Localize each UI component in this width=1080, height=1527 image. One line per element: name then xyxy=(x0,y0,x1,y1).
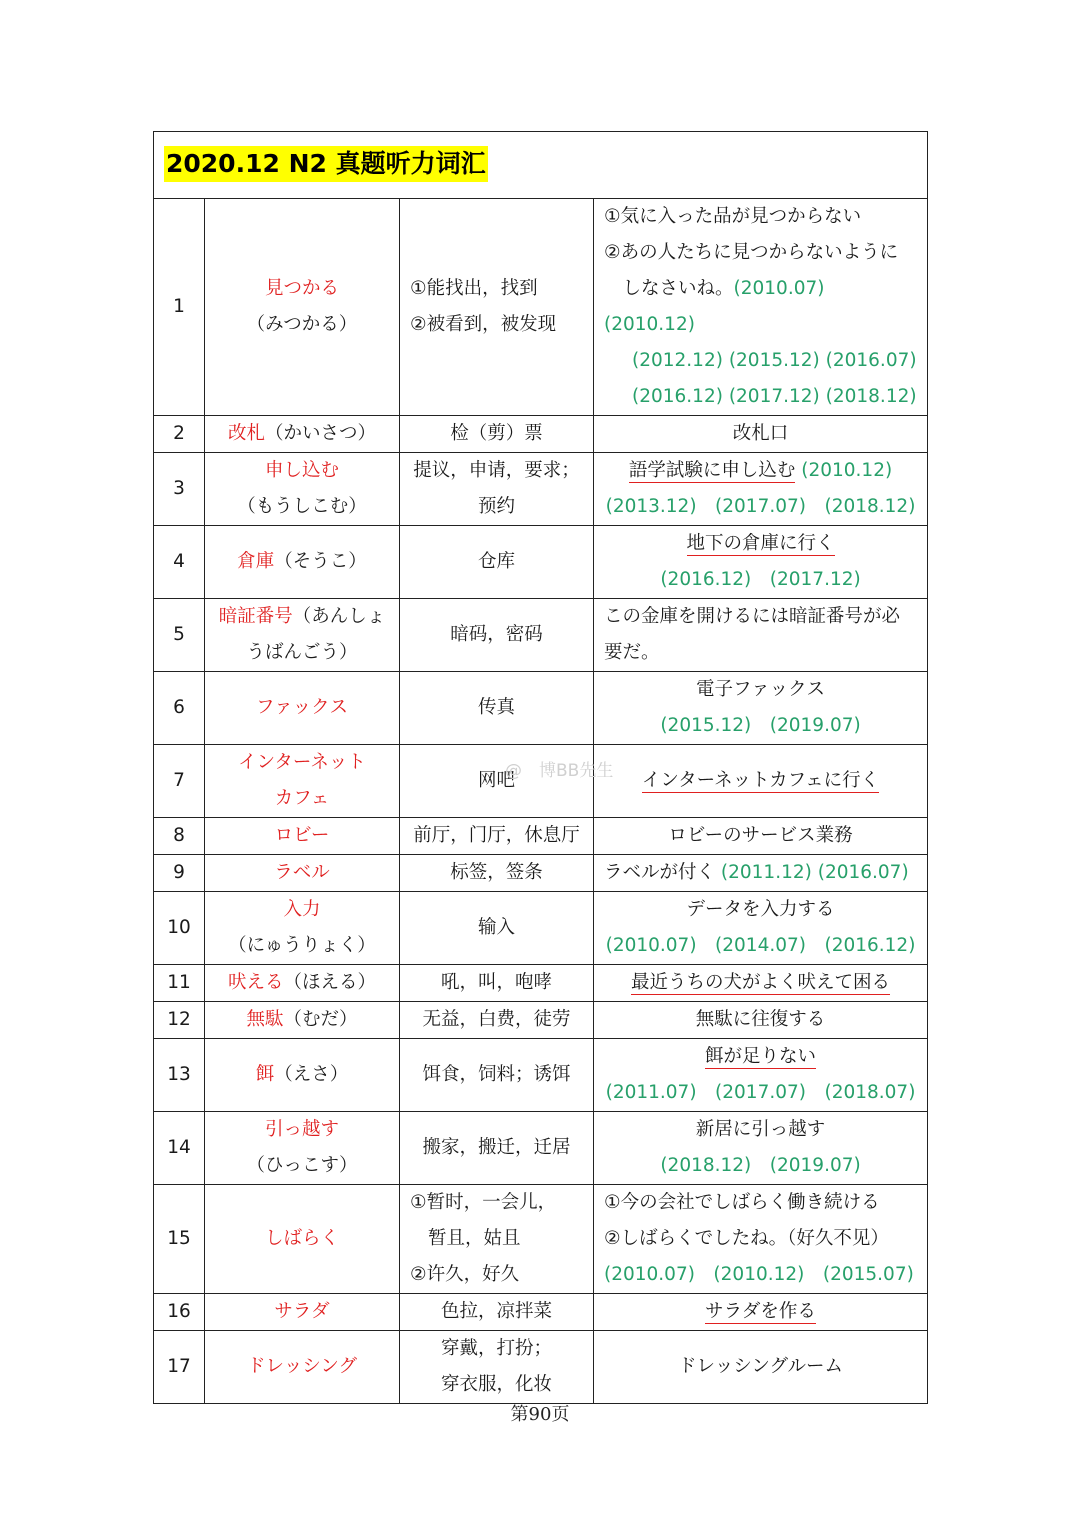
example-cell xyxy=(594,599,928,672)
table-row xyxy=(154,416,928,453)
exam-years: (2016.12) (2017.12) (2018.12) xyxy=(632,386,917,407)
meaning-cell xyxy=(400,199,594,416)
meaning-cell: 无益，白费，徒劳 xyxy=(400,1002,594,1039)
table-row xyxy=(154,818,928,855)
meaning-cell: 吼，叫，咆哮 xyxy=(400,965,594,1002)
exam-years: (2010.12) xyxy=(801,460,893,481)
row-number: 7 xyxy=(154,745,205,818)
word-kanji: 餌 xyxy=(255,1064,275,1085)
word-kanji: 引っ越す xyxy=(264,1119,339,1140)
table-row xyxy=(154,599,928,672)
example-line: 語学試験に申し込む xyxy=(628,460,796,481)
word-reading: （みつかる） xyxy=(246,314,358,335)
meaning-cell xyxy=(400,1185,594,1294)
table-row xyxy=(154,1185,928,1294)
row-number: 1 xyxy=(154,199,205,416)
vocab-word: サラダ xyxy=(205,1294,400,1331)
sheet-title: 2020.12 N2 真题听力词汇 xyxy=(164,146,488,182)
example-line: 地下の倉庫に行く xyxy=(686,533,835,554)
exam-years: (2010.07) (2010.12) (2015.07) xyxy=(604,1264,914,1285)
exam-years: (2018.12) (2019.07) xyxy=(660,1155,861,1176)
row-number: 14 xyxy=(154,1112,205,1185)
vocab-word xyxy=(205,416,400,453)
meaning-cell: 检（剪）票 xyxy=(400,416,594,453)
table-row xyxy=(154,526,928,599)
exam-years: (2010.07) (2014.07) (2016.12) xyxy=(605,935,916,956)
table-row xyxy=(154,855,928,892)
vocab-word xyxy=(205,892,400,965)
vocab-word xyxy=(205,1039,400,1112)
row-number: 13 xyxy=(154,1039,205,1112)
watermark: @ 博BB先生 xyxy=(505,761,614,781)
meaning-cell: 前厅，门厅，休息厅 xyxy=(400,818,594,855)
example-line: この金庫を開けるには暗証番号が必 xyxy=(604,606,901,627)
meaning-line: 预约 xyxy=(477,496,515,517)
example-line: ラベルが付く xyxy=(604,862,716,883)
table-row xyxy=(154,672,928,745)
table-row xyxy=(154,1039,928,1112)
exam-years: (2010.07) (2010.12) xyxy=(604,278,825,335)
vocab-word: しばらく xyxy=(205,1185,400,1294)
exam-years: (2015.12) (2019.07) xyxy=(660,715,861,736)
word-reading: （かいさつ） xyxy=(265,423,377,444)
vocab-word xyxy=(205,199,400,416)
meaning-cell: 传真 xyxy=(400,672,594,745)
row-number: 8 xyxy=(154,818,205,855)
meaning-cell: 网吧 xyxy=(400,745,594,818)
example-line: サラダを作る xyxy=(705,1301,816,1322)
row-number: 17 xyxy=(154,1331,205,1404)
vocab-word xyxy=(205,453,400,526)
example-cell: 無駄に往復する xyxy=(594,1002,928,1039)
meaning-cell xyxy=(400,453,594,526)
table-row xyxy=(154,1112,928,1185)
exam-years: (2011.07) (2017.07) (2018.07) xyxy=(605,1082,916,1103)
example-line: ②しばらくでしたね。（好久不见） xyxy=(604,1228,889,1249)
vocab-word xyxy=(205,965,400,1002)
word-kanji: 入力 xyxy=(283,899,321,920)
example-cell xyxy=(594,672,928,745)
meaning-line: 穿戴，打扮； xyxy=(440,1338,552,1359)
vocab-word: ロビー xyxy=(205,818,400,855)
row-number: 5 xyxy=(154,599,205,672)
row-number: 4 xyxy=(154,526,205,599)
exam-years: (2011.12) (2016.07) xyxy=(720,862,909,883)
word-kanji: 吠える xyxy=(227,972,284,993)
vocab-word: ドレッシング xyxy=(205,1331,400,1404)
meaning-cell xyxy=(400,1331,594,1404)
exam-years: (2013.12) (2017.07) (2018.12) xyxy=(605,496,916,517)
page-number: 第90页 xyxy=(510,1404,570,1425)
vocab-word: ファックス xyxy=(205,672,400,745)
table-row xyxy=(154,199,928,416)
row-number: 11 xyxy=(154,965,205,1002)
example-line: 電子ファックス xyxy=(696,679,825,700)
example-cell xyxy=(594,199,928,416)
word-reading: （そうこ） xyxy=(274,551,367,572)
example-line: しなさいね。 xyxy=(604,278,734,299)
word-kanji: 見つかる xyxy=(264,278,339,299)
example-cell: ロビーのサービス業務 xyxy=(594,818,928,855)
word-reading: （むだ） xyxy=(283,1009,358,1030)
meaning-cell: 搬家，搬迁，迁居 xyxy=(400,1112,594,1185)
example-line: ①気に入った品が見つからない xyxy=(604,206,862,227)
word-reading: （ほえる） xyxy=(283,972,377,993)
meaning-line: 穿衣服，化妆 xyxy=(440,1374,552,1395)
example-cell: ドレッシングルーム xyxy=(594,1331,928,1404)
row-number: 6 xyxy=(154,672,205,745)
vocab-word xyxy=(205,526,400,599)
word-reading: （あんしょうばんごう） xyxy=(246,606,386,663)
meaning-cell: 标签，签条 xyxy=(400,855,594,892)
example-cell xyxy=(594,1294,928,1331)
word-kanji: 改札 xyxy=(227,423,265,444)
word-reading: （にゅうりょく） xyxy=(228,935,376,956)
vocab-word xyxy=(205,1002,400,1039)
example-cell xyxy=(594,1039,928,1112)
example-line: 最近うちの犬がよく吠えて困る xyxy=(631,972,891,993)
table-row xyxy=(154,965,928,1002)
example-line: 要だ。 xyxy=(604,642,660,663)
meaning-line: ①能找出，找到 xyxy=(410,278,538,299)
example-line: ②あの人たちに見つからないように xyxy=(604,242,899,263)
table-row xyxy=(154,1294,928,1331)
example-line: 餌が足りない xyxy=(705,1046,817,1067)
row-number: 15 xyxy=(154,1185,205,1294)
word-kanji: 倉庫 xyxy=(237,551,275,572)
row-number: 9 xyxy=(154,855,205,892)
meaning-cell: 输入 xyxy=(400,892,594,965)
row-number: 3 xyxy=(154,453,205,526)
word-reading: （もうしこむ） xyxy=(237,496,367,517)
row-number: 10 xyxy=(154,892,205,965)
word-reading: （えさ） xyxy=(274,1064,349,1085)
example-line: 新居に引っ越す xyxy=(695,1119,826,1140)
vocab-word: ラベル xyxy=(205,855,400,892)
meaning-cell: 饵食，饲料；诱饵 xyxy=(400,1039,594,1112)
word-kanji: 暗証番号 xyxy=(218,606,293,627)
meaning-line: ①暂时，一会儿， xyxy=(410,1192,557,1213)
title-row xyxy=(154,132,928,199)
word-reading: （ひっこす） xyxy=(246,1155,358,1176)
example-cell xyxy=(594,453,928,526)
row-number: 2 xyxy=(154,416,205,453)
table-row xyxy=(154,453,928,526)
example-cell xyxy=(594,855,928,892)
vocab-word xyxy=(205,1112,400,1185)
example-cell xyxy=(594,1185,928,1294)
example-line: データを入力する xyxy=(686,899,835,920)
table-row xyxy=(154,1331,928,1404)
meaning-cell: 仓库 xyxy=(400,526,594,599)
meaning-line: 暂且，姑且 xyxy=(428,1228,521,1249)
word-kanji: 申し込む xyxy=(264,460,339,481)
row-number: 16 xyxy=(154,1294,205,1331)
meaning-cell: 色拉，凉拌菜 xyxy=(400,1294,594,1331)
meaning-line: 提议，申请，要求； xyxy=(413,460,580,481)
vocab-word xyxy=(205,599,400,672)
exam-years: (2016.12) (2017.12) xyxy=(660,569,861,590)
example-cell xyxy=(594,745,928,818)
example-line: インターネットカフェに行く xyxy=(641,770,880,791)
table-row xyxy=(154,892,928,965)
row-number: 12 xyxy=(154,1002,205,1039)
exam-years: (2012.12) (2015.12) (2016.07) xyxy=(632,350,917,371)
table-row xyxy=(154,1002,928,1039)
meaning-cell: 暗码，密码 xyxy=(400,599,594,672)
example-cell xyxy=(594,892,928,965)
example-line: ①今の会社でしばらく働き続ける xyxy=(604,1192,880,1213)
example-cell xyxy=(594,526,928,599)
example-cell xyxy=(594,965,928,1002)
word-kanji: 無駄 xyxy=(246,1009,284,1030)
example-cell: 改札口 xyxy=(594,416,928,453)
vocab-word: インターネットカフェ xyxy=(205,745,400,818)
meaning-line: ②被看到，被发现 xyxy=(410,314,557,335)
meaning-line: ②许久，好久 xyxy=(410,1264,520,1285)
example-cell xyxy=(594,1112,928,1185)
